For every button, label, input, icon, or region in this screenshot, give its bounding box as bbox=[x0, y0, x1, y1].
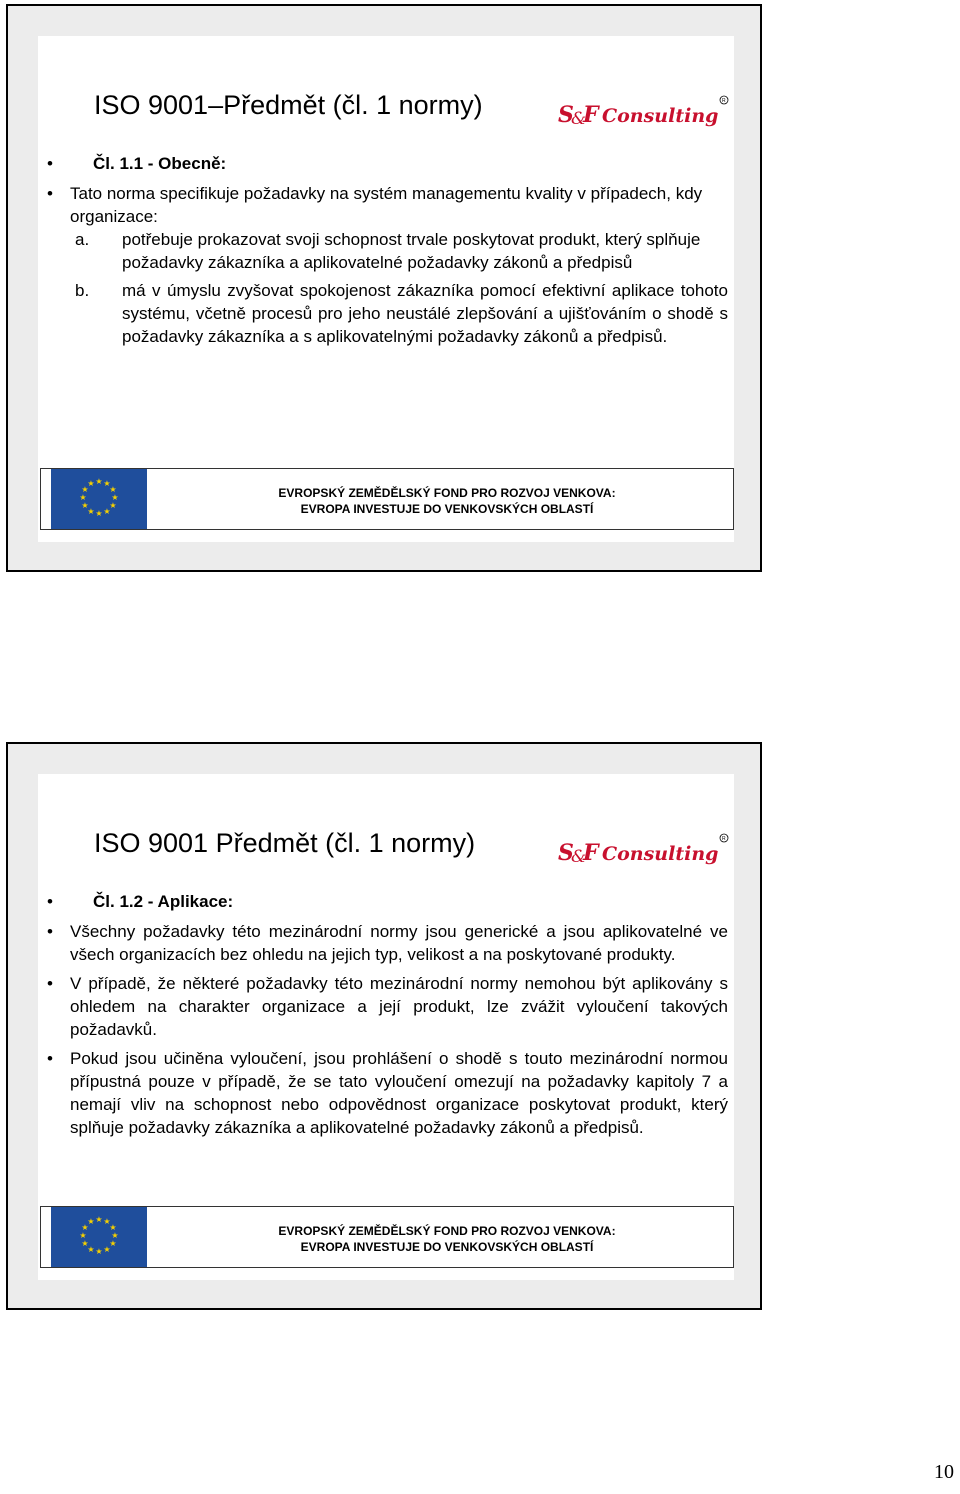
svg-text:S: S bbox=[558, 102, 574, 128]
eu-flag-icon bbox=[51, 1207, 147, 1267]
bullet-icon: • bbox=[47, 1049, 53, 1068]
svg-text:★: ★ bbox=[81, 501, 89, 510]
eu-banner-line-1: EVROPSKÝ ZEMĚDĚLSKÝ FOND PRO ROZVOJ VENKOVA: bbox=[278, 486, 616, 500]
eu-banner bbox=[40, 468, 734, 530]
svg-text:★: ★ bbox=[81, 485, 89, 494]
slide-title: ISO 9001 Předmět (čl. 1 normy) bbox=[94, 828, 476, 858]
list-item bbox=[38, 972, 734, 1041]
svg-text:★: ★ bbox=[111, 1231, 119, 1240]
bullet-icon: • bbox=[47, 922, 53, 941]
svg-text:★: ★ bbox=[79, 1231, 87, 1240]
eu-banner-text bbox=[161, 1223, 733, 1255]
eu-flag-icon bbox=[51, 469, 147, 529]
bullet-text: V případě, že některé požadavky této mezinárodní normy nemohou být aplikovány s ohledem na charakter organizace a její produkt, lze zvážit vyloučení takových požadavků. bbox=[70, 974, 728, 1039]
item-text: má v úmyslu zvyšovat spokojenost zákazníka pomocí efektivní aplikace tohoto systému, včetně procesů pro jeho neustálé zlepšování a ujišťováním o shodě s požadavky zákazníka a s aplikovatelnými požadavky zákonů a předpisů. bbox=[122, 281, 728, 346]
eu-banner bbox=[40, 1206, 734, 1268]
slide-1-content bbox=[38, 36, 734, 542]
bullet-icon: • bbox=[47, 154, 53, 173]
slide-title: ISO 9001–Předmět (čl. 1 normy) bbox=[94, 90, 483, 120]
section-heading: Čl. 1.1 - Obecně: bbox=[93, 154, 227, 173]
svg-text:★: ★ bbox=[95, 477, 103, 486]
bullet-icon: • bbox=[47, 892, 53, 911]
list-item bbox=[38, 1047, 734, 1139]
svg-text:★: ★ bbox=[103, 1245, 111, 1254]
svg-text:&: & bbox=[571, 109, 587, 129]
svg-text:F: F bbox=[583, 102, 599, 128]
list-item bbox=[38, 279, 734, 348]
heading-row bbox=[38, 152, 734, 182]
eu-banner-line-2: EVROPA INVESTUJE DO VENKOVSKÝCH OBLASTÍ bbox=[300, 502, 594, 516]
eu-banner-text bbox=[161, 485, 733, 517]
eu-banner-line-2: EVROPA INVESTUJE DO VENKOVSKÝCH OBLASTÍ bbox=[300, 1240, 594, 1254]
svg-text:&: & bbox=[571, 847, 587, 867]
list-item bbox=[38, 920, 734, 966]
svg-text:★: ★ bbox=[103, 1217, 111, 1226]
svg-text:★: ★ bbox=[79, 493, 87, 502]
svg-text:★: ★ bbox=[95, 509, 103, 518]
sf-consulting-logo bbox=[556, 92, 732, 132]
svg-text:★: ★ bbox=[81, 1223, 89, 1232]
svg-text:Consulting: Consulting bbox=[602, 105, 719, 127]
svg-text:★: ★ bbox=[95, 1247, 103, 1256]
sf-consulting-logo bbox=[556, 830, 732, 870]
svg-text:★: ★ bbox=[111, 493, 119, 502]
svg-text:★: ★ bbox=[95, 1215, 103, 1224]
svg-text:F: F bbox=[583, 840, 599, 866]
slide-2-body bbox=[38, 890, 734, 1139]
svg-text:Consulting: Consulting bbox=[602, 843, 719, 865]
page-number: 10 bbox=[934, 1461, 954, 1483]
svg-text:R: R bbox=[722, 836, 726, 842]
section-heading: Čl. 1.2 - Aplikace: bbox=[93, 892, 234, 911]
svg-text:★: ★ bbox=[81, 1239, 89, 1248]
intro-text: Tato norma specifikuje požadavky na systém managementu kvality v případech, kdy organizace: bbox=[70, 184, 703, 226]
svg-text:★: ★ bbox=[87, 1245, 95, 1254]
slide-2 bbox=[6, 742, 762, 1310]
svg-text:★: ★ bbox=[87, 1217, 95, 1226]
slide-2-content bbox=[38, 774, 734, 1280]
bullet-text: Pokud jsou učiněna vyloučení, jsou prohlášení o shodě s touto mezinárodní normou přípustná pouze v případě, že se tato vyloučení omezují na požadavky kapitoly 7 a nemají vliv na schopnost nebo odpovědnost organizace poskytovat produkt, který splňuje požadavky zákazníka a aplikovatelné požadavky zákonů a předpisů. bbox=[70, 1049, 728, 1137]
svg-text:★: ★ bbox=[109, 1223, 117, 1232]
eu-banner-line-1: EVROPSKÝ ZEMĚDĚLSKÝ FOND PRO ROZVOJ VENKOVA: bbox=[278, 1224, 616, 1238]
svg-text:★: ★ bbox=[109, 1239, 117, 1248]
heading-row bbox=[38, 890, 734, 920]
item-text: potřebuje prokazovat svoji schopnost trvale poskytovat produkt, který splňuje požadavky zákazníka a aplikovatelné požadavky zákonů a předpisů bbox=[122, 230, 701, 272]
svg-text:★: ★ bbox=[87, 507, 95, 516]
intro-row bbox=[38, 182, 734, 228]
svg-text:★: ★ bbox=[109, 485, 117, 494]
svg-text:R: R bbox=[722, 98, 726, 104]
svg-text:★: ★ bbox=[109, 501, 117, 510]
bullet-icon: • bbox=[47, 184, 53, 203]
svg-text:★: ★ bbox=[87, 479, 95, 488]
item-label: a. bbox=[75, 230, 90, 249]
item-label: b. bbox=[75, 281, 90, 300]
slide-1-body bbox=[38, 152, 734, 348]
svg-text:★: ★ bbox=[103, 507, 111, 516]
bullet-icon: • bbox=[47, 974, 53, 993]
svg-text:★: ★ bbox=[103, 479, 111, 488]
svg-text:S: S bbox=[558, 840, 574, 866]
list-item bbox=[38, 228, 734, 274]
bullet-text: Všechny požadavky této mezinárodní normy jsou generické a jsou aplikovatelné ve všech organizacích bez ohledu na jejich typ, velikost a na poskytované produkty. bbox=[70, 922, 728, 964]
slide-1 bbox=[6, 4, 762, 572]
